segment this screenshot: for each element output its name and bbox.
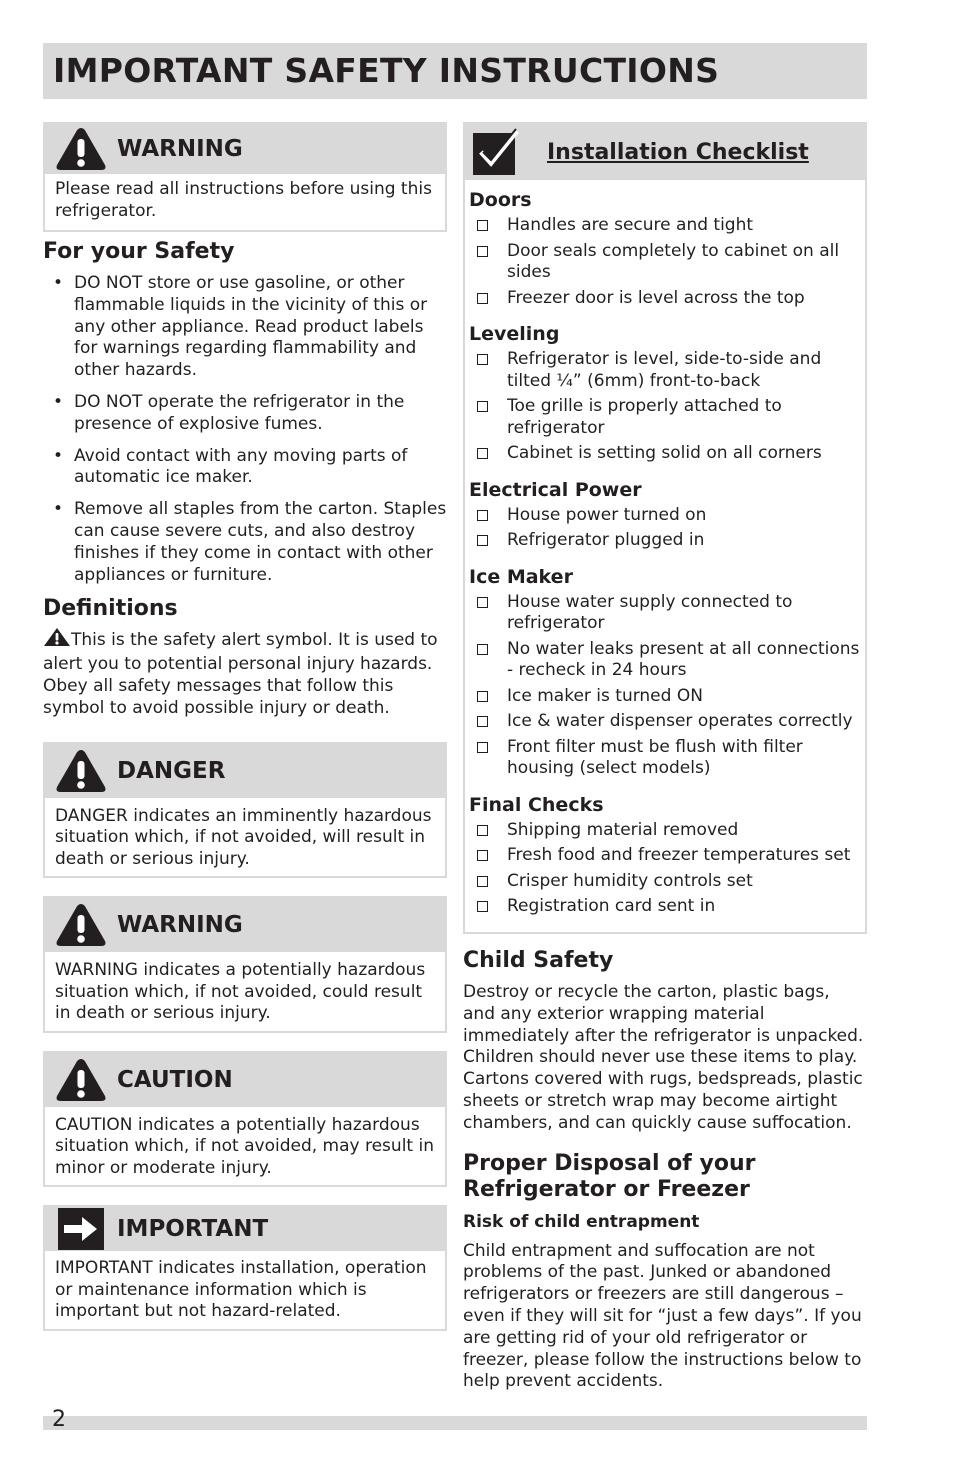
checkbox-icon [477, 644, 488, 655]
group-title: Ice Maker [469, 565, 573, 588]
checklist-item: No water leaks present at all connections - recheck in 24 hours [469, 639, 861, 682]
danger-box [43, 742, 447, 879]
checklist-group-doors [469, 188, 861, 309]
checklist-title: Installation Checklist [547, 139, 809, 165]
important-box [43, 1205, 447, 1331]
checklist-item: Refrigerator is level, side-to-side and tilted ¼” (6mm) front-to-back [469, 349, 861, 392]
list-item: • DO NOT store or use gasoline, or other flammable liquids in the vicinity of this or any other appliance. Read product labels for warnings regarding flammability and other hazards. [53, 273, 428, 381]
checklist-item: House water supply connected to refrigerator [469, 592, 861, 635]
installation-checklist [463, 122, 867, 934]
checklist-item: House power turned on [469, 505, 861, 527]
checklist-item: Ice & water dispenser operates correctly [469, 711, 861, 733]
checkbox-icon [477, 354, 488, 365]
checkbox-icon [477, 220, 488, 231]
caution-text: CAUTION indicates a potentially hazardous situation which, if not avoided, may result in minor or moderate injury. [55, 1114, 434, 1178]
warning-icon [45, 126, 117, 172]
footer-bar [43, 1416, 867, 1430]
group-title: Final Checks [469, 793, 604, 816]
checkbox-icon [477, 742, 488, 753]
checklist-item: Fresh food and freezer temperatures set [469, 845, 861, 867]
checklist-item: Handles are secure and tight [469, 215, 861, 237]
checklist-item: Door seals completely to cabinet on all sides [469, 241, 861, 284]
child-safety-text: Destroy or recycle the carton, plastic bags, and any exterior wrapping material immediately after the refrigerator is unpacked. Children should never use these items to play. Cartons covered with rugs, bedspreads, plastic sheets or stretch wrap may become airtight chambers, and can quickly cause suffocation. [463, 982, 864, 1133]
warning-box [43, 122, 447, 232]
checklist-item: Registration card sent in [469, 896, 861, 918]
checklist-body [465, 180, 865, 926]
important-text: IMPORTANT indicates installation, operation or maintenance information which is important but not hazard-related. [55, 1258, 427, 1322]
checkbox-icon [477, 850, 488, 861]
checklist-item: Toe grille is properly attached to refrigerator [469, 396, 861, 439]
danger-text: DANGER indicates an imminently hazardous situation which, if not avoided, will result in death or serious injury. [55, 805, 432, 869]
danger-icon [45, 748, 117, 794]
checklist-group-electrical [469, 478, 861, 552]
caution-label: CAUTION [117, 1066, 233, 1093]
page-number: 2 [52, 1407, 66, 1432]
disposal-subheading: Risk of child entrapment [463, 1211, 700, 1232]
disposal-text: Child entrapment and suffocation are not problems of the past. Junked or abandoned refrigerators or freezers are still dangerous – even if they will sit for “just a few days”. If you are getting rid of your old refrigerator or freezer, please follow the instructions below to help prevent accidents. [463, 1240, 862, 1392]
checkbox-icon [477, 448, 488, 459]
checklist-group-final-checks [469, 793, 861, 918]
warning-definition-text: WARNING indicates a potentially hazardous situation which, if not avoided, could result in death or serious injury. [55, 960, 426, 1024]
right-column [463, 122, 867, 1393]
checklist-item: Crisper humidity controls set [469, 871, 861, 893]
checkbox-icon [477, 401, 488, 412]
checkbox-icon [477, 293, 488, 304]
checkbox-icon [477, 825, 488, 836]
group-title: Doors [469, 189, 532, 211]
list-item: • DO NOT operate the refrigerator in the presence of explosive fumes. [53, 391, 405, 434]
checklist-group-leveling [469, 322, 861, 465]
checklist-item: Refrigerator plugged in [469, 530, 861, 552]
checkbox-icon [477, 510, 488, 521]
warning-label: WARNING [117, 136, 243, 162]
safety-bullets [43, 273, 447, 586]
checklist-group-ice-maker [469, 565, 861, 780]
checkbox-icon [477, 691, 488, 702]
warning-icon [45, 902, 117, 948]
important-label: IMPORTANT [117, 1216, 269, 1243]
checklist-item: Freezer door is level across the top [469, 288, 861, 310]
child-safety-heading: Child Safety [463, 948, 614, 973]
checkbox-icon [477, 716, 488, 727]
checkbox-icon [477, 901, 488, 912]
checkmark-icon [465, 127, 527, 177]
for-your-safety-heading: For your Safety [43, 239, 235, 264]
warning-text: Please read all instructions before using this refrigerator. [55, 179, 432, 221]
title-bar [43, 43, 867, 99]
checkbox-icon [477, 876, 488, 887]
arrow-right-icon [45, 1208, 117, 1250]
caution-icon [45, 1057, 117, 1103]
list-item: • Avoid contact with any moving parts of automatic ice maker. [53, 445, 408, 488]
danger-label: DANGER [117, 757, 226, 784]
warning-definition-label: WARNING [117, 912, 243, 939]
checkbox-icon [477, 597, 488, 608]
list-item: • Remove all staples from the carton. Staples can cause severe cuts, and also destroy finishes if they come in contact with other appliances or furniture. [53, 499, 447, 585]
caution-box [43, 1051, 447, 1188]
checkbox-icon [477, 246, 488, 257]
checklist-item: Cabinet is setting solid on all corners [469, 443, 861, 465]
checklist-item: Shipping material removed [469, 820, 861, 842]
left-column [43, 122, 447, 1349]
page-title: IMPORTANT SAFETY INSTRUCTIONS [53, 51, 720, 90]
group-title: Electrical Power [469, 478, 642, 501]
checkbox-icon [477, 535, 488, 546]
group-title: Leveling [469, 323, 560, 345]
disposal-heading: Proper Disposal of your Refrigerator or Freezer [463, 1150, 756, 1202]
warning-definition-box [43, 896, 447, 1033]
safety-alert-icon [43, 627, 71, 654]
checklist-item: Ice maker is turned ON [469, 686, 861, 708]
definitions-paragraph: This is the safety alert symbol. It is used to alert you to potential personal injury hazards. Obey all safety messages that follow this symbol to avoid possible injury or death. [43, 627, 447, 719]
checklist-item: Front filter must be flush with filter housing (select models) [469, 737, 861, 780]
definitions-heading: Definitions [43, 596, 178, 622]
